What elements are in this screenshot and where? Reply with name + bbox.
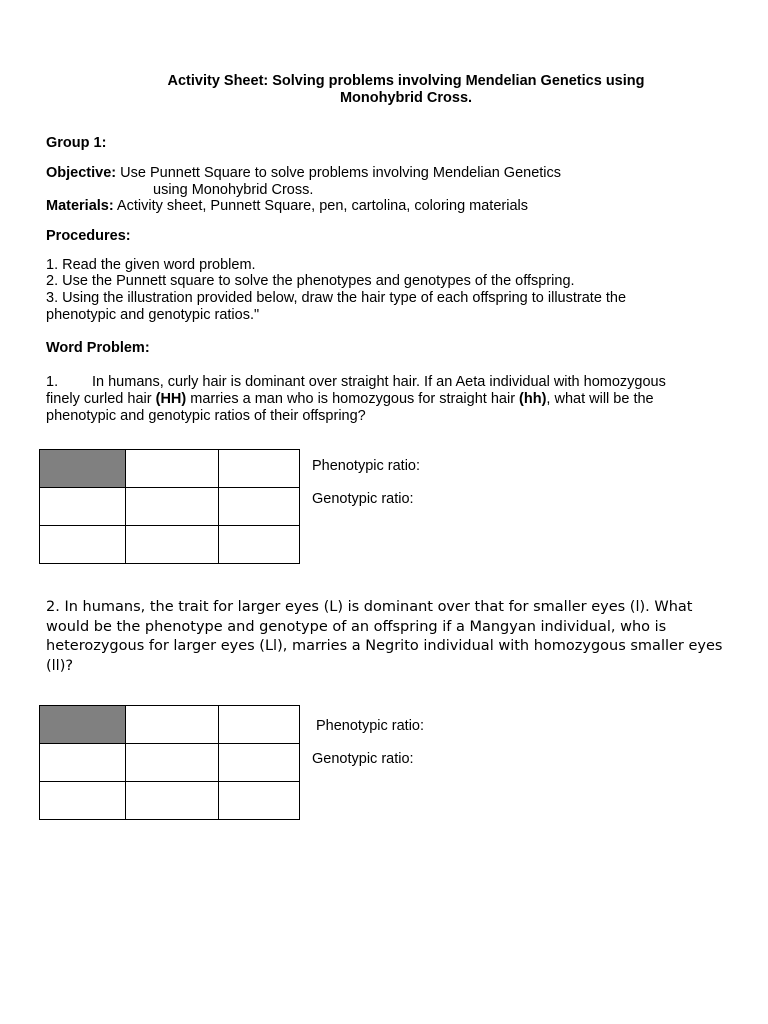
punnett-cell[interactable] — [40, 782, 126, 820]
punnett-square-2 — [39, 705, 300, 820]
punnett-row — [40, 488, 300, 526]
procedure-step-3: 3. Using the illustration provided below, draw the hair type of each offspring to illustrate the — [46, 290, 627, 306]
objective-label: Objective: — [46, 165, 117, 181]
genotype-hh-dominant: (HH) — [155, 391, 187, 407]
phenotypic-ratio-label-2: Phenotypic ratio: — [316, 718, 425, 734]
punnett-cell[interactable] — [126, 450, 219, 488]
problem-1-number: 1. — [46, 374, 59, 390]
procedure-step-3-cont: phenotypic and genotypic ratios." — [46, 307, 260, 323]
punnett-cell[interactable] — [219, 488, 300, 526]
problem-1-text-e: , what will be the — [546, 391, 654, 407]
punnett-cell[interactable] — [126, 706, 219, 744]
punnett-cell[interactable] — [219, 450, 300, 488]
punnett-row — [40, 450, 300, 488]
word-problem-heading: Word Problem: — [46, 340, 150, 356]
materials-text: Activity sheet, Punnett Square, pen, cartolina, coloring materials — [113, 198, 528, 214]
genotypic-ratio-label-2: Genotypic ratio: — [312, 751, 414, 767]
punnett-cell[interactable] — [126, 744, 219, 782]
group-label: Group 1: — [46, 135, 107, 151]
problem-1-text-c: marries a man who is homozygous for straight hair — [186, 391, 520, 407]
procedure-step-1: 1. Read the given word problem. — [46, 257, 256, 273]
title-line-1: Activity Sheet: Solving problems involving Mendelian Genetics using — [167, 73, 645, 89]
punnett-cell[interactable] — [126, 526, 219, 564]
problem-1-line-3: phenotypic and genotypic ratios of their offspring? — [46, 408, 366, 424]
punnett-cell[interactable] — [40, 526, 126, 564]
punnett-cell[interactable] — [126, 782, 219, 820]
punnett-cell[interactable] — [40, 488, 126, 526]
title-line-2: Monohybrid Cross. — [339, 90, 473, 106]
problem-1-line-2 — [46, 391, 654, 408]
punnett-cell[interactable] — [219, 744, 300, 782]
punnett-square-1 — [39, 449, 300, 564]
problem-1-text-a: finely curled hair — [46, 391, 156, 407]
punnett-cell[interactable] — [219, 706, 300, 744]
problem-1-line-1: In humans, curly hair is dominant over straight hair. If an Aeta individual with homozygous — [92, 374, 666, 390]
genotypic-ratio-label-1: Genotypic ratio: — [312, 491, 414, 507]
punnett-corner-cell — [40, 706, 126, 744]
objective-text-line-2: using Monohybrid Cross. — [153, 182, 314, 198]
punnett-cell[interactable] — [126, 488, 219, 526]
genotype-hh-recessive: (hh) — [519, 391, 547, 407]
punnett-row — [40, 782, 300, 820]
punnett-cell[interactable] — [219, 782, 300, 820]
punnett-cell[interactable] — [40, 744, 126, 782]
punnett-row — [40, 706, 300, 744]
materials-label: Materials: — [46, 198, 114, 214]
punnett-row — [40, 744, 300, 782]
materials — [46, 198, 528, 215]
objective-text: Use Punnett Square to solve problems involving Mendelian Genetics — [116, 165, 562, 181]
procedure-step-2: 2. Use the Punnett square to solve the phenotypes and genotypes of the offspring. — [46, 273, 575, 289]
punnett-corner-cell — [40, 450, 126, 488]
procedures-heading: Procedures: — [46, 228, 131, 244]
punnett-row — [40, 526, 300, 564]
phenotypic-ratio-label-1: Phenotypic ratio: — [312, 458, 421, 474]
objective — [46, 165, 561, 182]
punnett-cell[interactable] — [219, 526, 300, 564]
problem-2-text: 2. In humans, the trait for larger eyes (L) is dominant over that for smaller eyes (l). What would be the phenotype and genotype of an offspring if a Mangyan individual, who is heterozygous for larger eyes (Ll), marries a Negrito individual with homozygous smaller eyes (ll)? — [46, 599, 723, 675]
